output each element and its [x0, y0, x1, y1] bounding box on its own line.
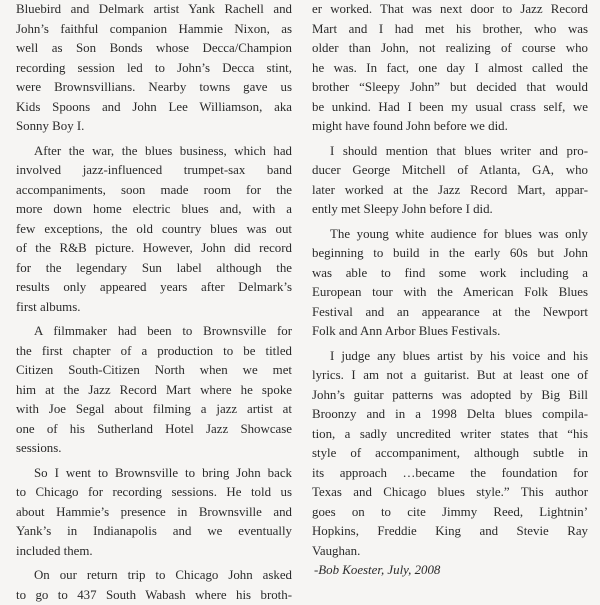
text-line: be unkind. Had I been my usual crass self, we [312, 98, 588, 118]
text-line: first albums. [16, 298, 292, 318]
text-line: included them. [16, 542, 292, 562]
text-line: about Hammie’s presence in Brownsville and [16, 503, 292, 523]
text-line: Sonny Boy I. [16, 117, 292, 137]
text-line: for the legendary Sun label although the [16, 259, 292, 279]
text-line: On our return trip to Chicago John asked [16, 566, 292, 586]
text-line: of the R&B picture. However, John did record [16, 239, 292, 259]
text-line: him at the Jazz Record Mart where he spoke [16, 381, 292, 401]
text-line: Hopkins, Freddie King and Stevie Ray [312, 522, 588, 542]
text-line: the first chapter of a production to be titled [16, 342, 292, 362]
text-line: its approach …became the foundation for [312, 464, 588, 484]
text-line: later worked at the Jazz Record Mart, appar- [312, 181, 588, 201]
text-line: was able to find some work including a [312, 264, 588, 284]
text-line: more down home electric blues and, with a [16, 200, 292, 220]
text-line: style of accompaniment, although subtle in [312, 444, 588, 464]
text-line: brother “Sleepy John” but decided that would [312, 78, 588, 98]
text-line: to Chicago for recording sessions. He told us [16, 483, 292, 503]
text-line: I judge any blues artist by his voice and his [312, 347, 588, 367]
text-line: Broonzy and in a 1998 Delta blues compila- [312, 405, 588, 425]
text-line: older than John, not realizing of course who [312, 39, 588, 59]
text-line: So I went to Brownsville to bring John back [16, 464, 292, 484]
text-line: Folk and Ann Arbor Blues Festivals. [312, 322, 588, 342]
text-line: A filmmaker had been to Brownsville for [16, 322, 292, 342]
text-line: Vaughan. [312, 542, 588, 562]
text-line: European tour with the American Folk Blues [312, 283, 588, 303]
text-line: ducer George Mitchell of Atlanta, GA, who [312, 161, 588, 181]
left-column [16, 0, 292, 605]
text-line: accompaniments, soon made room for the [16, 181, 292, 201]
text-line: well as Son Bonds whose Decca/Champion [16, 39, 292, 59]
text-line: tion, a sadly uncredited writer states that “his [312, 425, 588, 445]
text-line: goes on to cite Jimmy Reed, Lightnin’ [312, 503, 588, 523]
text-line: one of his Sutherland Hotel Jazz Showcase [16, 420, 292, 440]
text-line: with Joe Segal about filming a jazz artist at [16, 400, 292, 420]
text-line: Bluebird and Delmark artist Yank Rachell and [16, 0, 292, 20]
text-line: beginning to build in the early 60s but John [312, 244, 588, 264]
text-line: I should mention that blues writer and pro- [312, 142, 588, 162]
text-line: Texas and Chicago blues style.” This author [312, 483, 588, 503]
right-column [312, 0, 588, 581]
text-line: John’s guitar patterns was adopted by Big Bill [312, 386, 588, 406]
text-line: The young white audience for blues was only [312, 225, 588, 245]
text-line: Festival and an appearance at the Newport [312, 303, 588, 323]
text-line: Mart and I had met his brother, who was [312, 20, 588, 40]
text-line: lyrics. I am not a guitarist. But at least one of [312, 366, 588, 386]
author-signature: -Bob Koester, July, 2008 [312, 561, 588, 581]
text-line: involved jazz-influenced trumpet-sax band [16, 161, 292, 181]
text-line: ently met Sleepy John before I did. [312, 200, 588, 220]
text-line: Kids Spoons and John Lee Williamson, aka [16, 98, 292, 118]
text-line: to go to 437 South Wabash where his broth- [16, 586, 292, 605]
text-line: results only appeared years after Delmark’s [16, 278, 292, 298]
text-line: Yank’s in Indianapolis and we eventually [16, 522, 292, 542]
text-line: might have found John before we did. [312, 117, 588, 137]
text-line: recording session led to John’s Decca stint, [16, 59, 292, 79]
text-line: John’s faithful companion Hammie Nixon, as [16, 20, 292, 40]
text-line: sessions. [16, 439, 292, 459]
text-line: he was. In fact, one day I almost called the [312, 59, 588, 79]
text-line: Citizen South-Citizen North when we met [16, 361, 292, 381]
text-line: were Brownsvillians. Nearby towns gave us [16, 78, 292, 98]
text-line: After the war, the blues business, which had [16, 142, 292, 162]
text-line: er worked. That was next door to Jazz Record [312, 0, 588, 20]
text-line: few exceptions, the old country blues was out [16, 220, 292, 240]
